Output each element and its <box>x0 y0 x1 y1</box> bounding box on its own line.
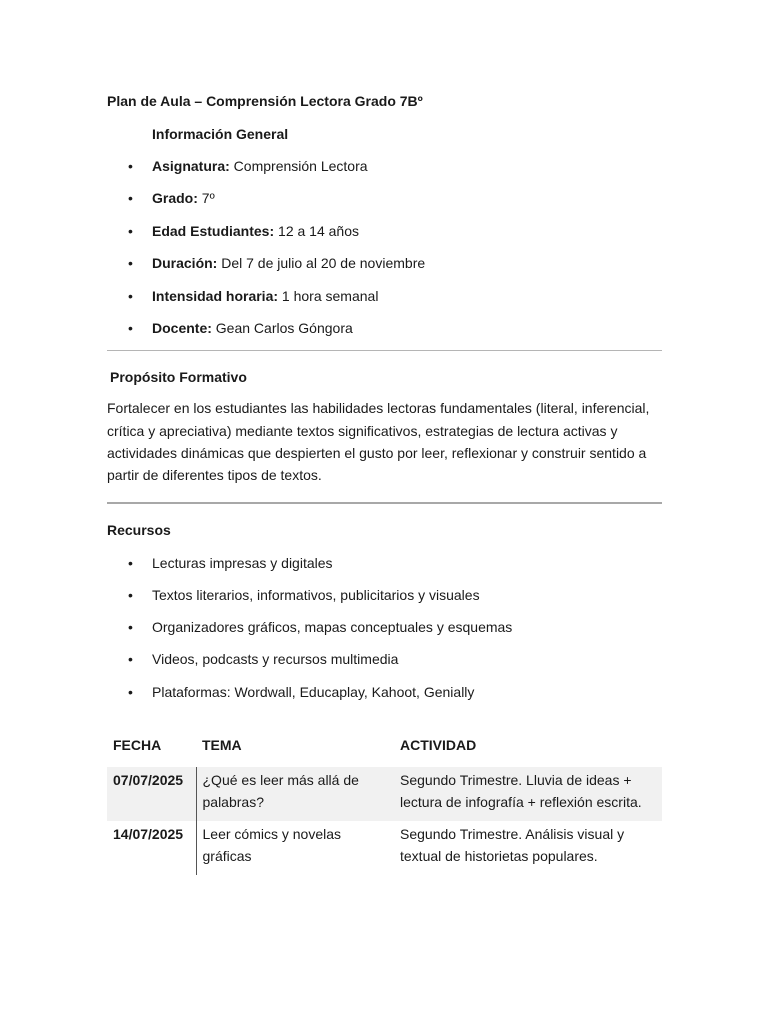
item-label: Intensidad horaria: <box>152 287 279 304</box>
document-page <box>107 91 662 875</box>
list-item <box>107 221 662 241</box>
list-item: • Videos, podcasts y recursos multimedia <box>107 649 662 669</box>
item-label: Grado: <box>152 190 198 207</box>
cell-topic: ¿Qué es leer más allá de palabras? <box>196 767 394 821</box>
cell-date: 14/07/2025 <box>107 821 196 875</box>
column-header-topic: TEMA <box>202 736 242 753</box>
item-label: Docente: <box>152 319 212 336</box>
item-value: Comprensión Lectora <box>229 158 368 174</box>
item-value: 12 a 14 años <box>274 222 359 239</box>
cell-date: 07/07/2025 <box>107 767 196 821</box>
document-title: Plan de Aula – Comprensión Lectora Grado 7Bº <box>107 93 423 109</box>
section-divider <box>107 502 662 504</box>
cell-activity: Segundo Trimestre. Análisis visual y textual de historietas populares. <box>400 825 625 864</box>
general-info-heading: Información General <box>152 126 289 142</box>
column-header-activity: ACTIVIDAD <box>400 736 477 753</box>
item-value: Del 7 de julio al 20 de noviembre <box>217 255 426 272</box>
cell-activity: Segundo Trimestre. Lluvia de ideas + lectura de infografía + reflexión escrita. <box>394 767 662 821</box>
cell-topic: Leer cómics y novelas gráficas <box>202 825 342 864</box>
list-item <box>107 318 662 338</box>
list-item: • Lecturas impresas y digitales <box>107 553 662 573</box>
item-label: Asignatura: <box>152 158 230 174</box>
purpose-heading: Propósito Formativo <box>110 369 247 386</box>
list-item <box>107 253 662 273</box>
item-label: Edad Estudiantes: <box>152 222 275 239</box>
list-item: • Plataformas: Wordwall, Educaplay, Kahoot, Genially <box>107 682 662 702</box>
item-label: Duración: <box>152 255 218 272</box>
item-value: 1 hora semanal <box>278 287 379 304</box>
table-row <box>107 821 662 875</box>
table-row <box>107 767 662 821</box>
table-header-row <box>107 726 662 767</box>
item-value: Gean Carlos Góngora <box>211 319 353 336</box>
item-value: 7º <box>197 190 215 207</box>
list-item <box>107 156 662 176</box>
column-header-date: FECHA <box>113 736 162 753</box>
resources-list <box>107 553 662 702</box>
resources-heading: Recursos <box>107 521 171 538</box>
list-item: • Organizadores gráficos, mapas conceptuales y esquemas <box>107 617 662 637</box>
list-item <box>107 286 662 306</box>
general-info-list <box>107 156 662 338</box>
list-item <box>107 188 662 208</box>
purpose-paragraph: Fortalecer en los estudiantes las habilidades lectoras fundamentales (literal, inferencial, crítica y apreciativa) mediante textos significativos, estrategias de lectura activas y actividades dinámicas que despierten el gusto por leer, reflexionar y construir sentido a partir de diferentes tipos de textos. <box>107 400 650 484</box>
schedule-table <box>107 726 663 875</box>
section-divider <box>107 350 662 351</box>
list-item: • Textos literarios, informativos, publicitarios y visuales <box>107 585 662 605</box>
